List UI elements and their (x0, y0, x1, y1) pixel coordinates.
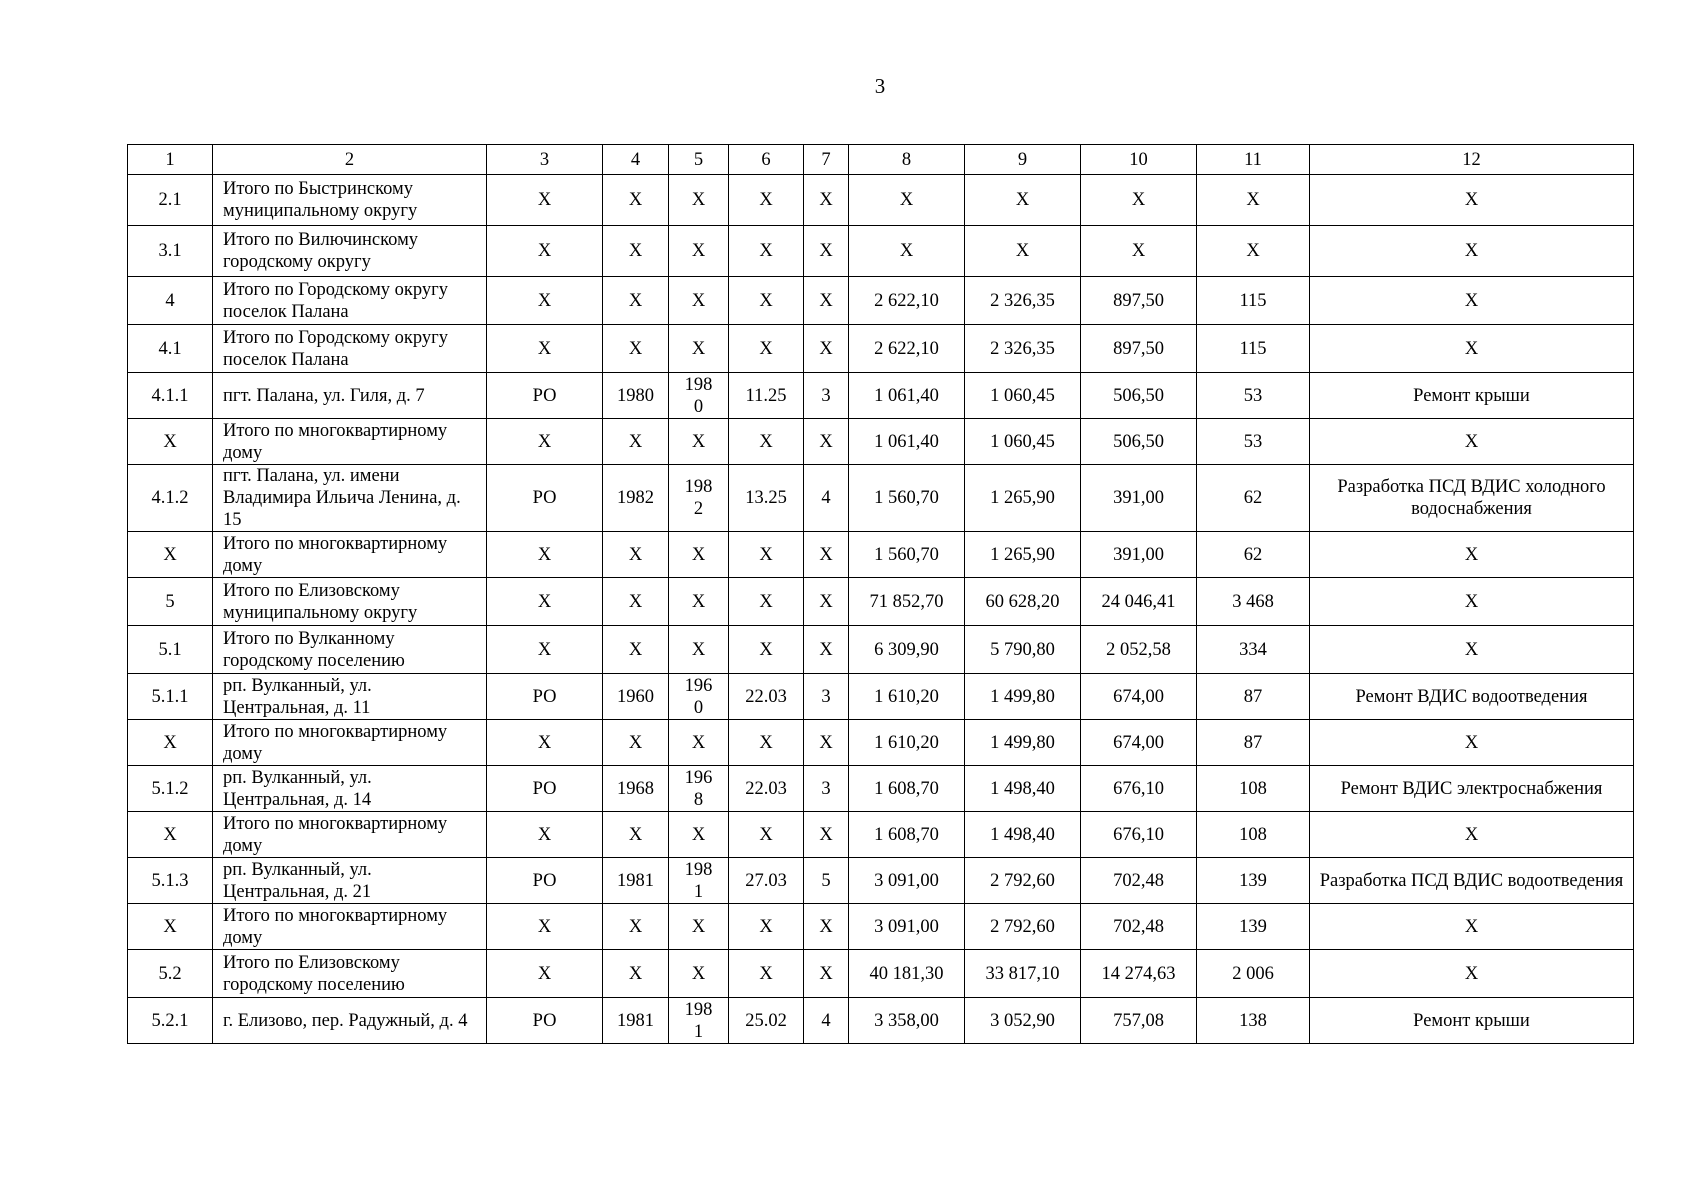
total-area-cell: 1 608,70 (849, 812, 965, 858)
column-number-header-row (128, 145, 1634, 175)
repair-work-cell: X (1310, 277, 1634, 325)
build-year-cell: X (603, 578, 669, 626)
build-year-cell: 1981 (603, 858, 669, 904)
source-cell: X (487, 325, 603, 373)
address-cell: Итого по Городскому округу поселок Палана (213, 325, 487, 373)
build-year-cell: X (603, 904, 669, 950)
material-cell: 22.03 (729, 766, 804, 812)
build-year-cell: 1968 (603, 766, 669, 812)
total-area-cell: 1 560,70 (849, 532, 965, 578)
material-cell: 13.25 (729, 465, 804, 532)
row-number-cell: X (128, 419, 213, 465)
commission-year-part-1: 198 (684, 999, 713, 1020)
column-header: 1 (128, 145, 213, 175)
material-cell: X (729, 226, 804, 277)
build-year-cell: 1980 (603, 373, 669, 419)
repair-work-cell: X (1310, 419, 1634, 465)
floors-cell: 4 (804, 998, 849, 1044)
build-year-cell: X (603, 325, 669, 373)
table-row (128, 766, 1634, 812)
address-cell: пгт. Палана, ул. имени Владимира Ильича Ленина, д. 15 (213, 465, 487, 532)
owned-area-cell: X (1081, 175, 1197, 226)
floors-cell: X (804, 226, 849, 277)
commission-year-cell (669, 998, 729, 1044)
table-row (128, 720, 1634, 766)
commission-year-part-1: 196 (684, 675, 713, 696)
material-cell: 27.03 (729, 858, 804, 904)
residents-cell: 139 (1197, 858, 1310, 904)
row-number-cell: 2.1 (128, 175, 213, 226)
build-year-cell: 1981 (603, 998, 669, 1044)
residents-cell: 53 (1197, 373, 1310, 419)
row-number-cell: 5.1.2 (128, 766, 213, 812)
commission-year-part-2: 8 (693, 789, 704, 810)
table-row (128, 578, 1634, 626)
floors-cell: 4 (804, 465, 849, 532)
source-cell: РО (487, 858, 603, 904)
commission-year-cell (669, 532, 729, 578)
row-number-cell: X (128, 720, 213, 766)
row-number-cell: 4.1.1 (128, 373, 213, 419)
material-cell: X (729, 812, 804, 858)
floors-cell: X (804, 904, 849, 950)
address-cell: рп. Вулканный, ул. Центральная, д. 21 (213, 858, 487, 904)
owned-area-cell: 674,00 (1081, 720, 1197, 766)
build-year-cell: X (603, 626, 669, 674)
living-area-cell: 2 326,35 (965, 277, 1081, 325)
commission-year-cell (669, 626, 729, 674)
owned-area-cell: 506,50 (1081, 419, 1197, 465)
repair-work-cell: X (1310, 325, 1634, 373)
commission-year-cell (669, 674, 729, 720)
living-area-cell: 2 326,35 (965, 325, 1081, 373)
row-number-cell: 5 (128, 578, 213, 626)
commission-year-cell (669, 373, 729, 419)
material-cell: X (729, 578, 804, 626)
living-area-cell: 1 498,40 (965, 766, 1081, 812)
material-cell: X (729, 419, 804, 465)
source-cell: X (487, 720, 603, 766)
commission-year-part-1: X (691, 916, 706, 937)
material-cell: X (729, 626, 804, 674)
commission-year-cell (669, 720, 729, 766)
source-cell: X (487, 226, 603, 277)
build-year-cell: X (603, 950, 669, 998)
residents-cell: 2 006 (1197, 950, 1310, 998)
address-cell: Итого по Городскому округу поселок Палана (213, 277, 487, 325)
living-area-cell: 1 060,45 (965, 419, 1081, 465)
floors-cell: X (804, 325, 849, 373)
owned-area-cell: 506,50 (1081, 373, 1197, 419)
owned-area-cell: 24 046,41 (1081, 578, 1197, 626)
column-header: 4 (603, 145, 669, 175)
commission-year-cell (669, 419, 729, 465)
owned-area-cell: 674,00 (1081, 674, 1197, 720)
total-area-cell: 2 622,10 (849, 325, 965, 373)
material-cell: 11.25 (729, 373, 804, 419)
source-cell: X (487, 626, 603, 674)
build-year-cell: 1960 (603, 674, 669, 720)
residents-cell: X (1197, 226, 1310, 277)
address-cell: Итого по многоквартирному дому (213, 720, 487, 766)
floors-cell: 3 (804, 373, 849, 419)
living-area-cell: 5 790,80 (965, 626, 1081, 674)
commission-year-part-1: X (691, 190, 706, 210)
material-cell: X (729, 175, 804, 226)
repair-work-cell: X (1310, 904, 1634, 950)
commission-year-part-1: X (691, 290, 706, 311)
source-cell: X (487, 950, 603, 998)
commission-year-part-1: X (691, 591, 706, 612)
column-header: 5 (669, 145, 729, 175)
repair-work-cell: X (1310, 175, 1634, 226)
commission-year-cell (669, 226, 729, 277)
commission-year-cell (669, 325, 729, 373)
column-header: 10 (1081, 145, 1197, 175)
source-cell: X (487, 904, 603, 950)
living-area-cell: 3 052,90 (965, 998, 1081, 1044)
residents-cell: 53 (1197, 419, 1310, 465)
material-cell: X (729, 532, 804, 578)
owned-area-cell: 2 052,58 (1081, 626, 1197, 674)
total-area-cell: 3 091,00 (849, 858, 965, 904)
owned-area-cell: X (1081, 226, 1197, 277)
commission-year-part-1: X (691, 732, 706, 753)
source-cell: X (487, 419, 603, 465)
living-area-cell: 1 265,90 (965, 465, 1081, 532)
page-number: 3 (874, 74, 886, 98)
total-area-cell: 6 309,90 (849, 626, 965, 674)
table-row (128, 532, 1634, 578)
build-year-cell: X (603, 812, 669, 858)
living-area-cell: 33 817,10 (965, 950, 1081, 998)
source-cell: РО (487, 465, 603, 532)
owned-area-cell: 391,00 (1081, 465, 1197, 532)
row-number-cell: 5.1 (128, 626, 213, 674)
source-cell: X (487, 812, 603, 858)
capital-repair-table (127, 144, 1634, 1044)
living-area-cell: 1 498,40 (965, 812, 1081, 858)
living-area-cell: 2 792,60 (965, 858, 1081, 904)
living-area-cell: 1 265,90 (965, 532, 1081, 578)
repair-work-cell: Ремонт крыши (1310, 998, 1634, 1044)
address-cell: Итого по Быстринскому муниципальному округу (213, 175, 487, 226)
table-row (128, 226, 1634, 277)
row-number-cell: X (128, 904, 213, 950)
owned-area-cell: 897,50 (1081, 277, 1197, 325)
commission-year-cell (669, 766, 729, 812)
commission-year-cell (669, 465, 729, 532)
commission-year-cell (669, 904, 729, 950)
table-row (128, 858, 1634, 904)
commission-year-part-2: 0 (693, 697, 704, 718)
floors-cell: X (804, 175, 849, 226)
address-cell: Итого по многоквартирному дому (213, 904, 487, 950)
commission-year-part-1: X (691, 338, 706, 359)
floors-cell: 3 (804, 674, 849, 720)
commission-year-part-1: 196 (684, 767, 713, 788)
material-cell: 22.03 (729, 674, 804, 720)
source-cell: РО (487, 373, 603, 419)
living-area-cell: X (965, 175, 1081, 226)
row-number-cell: X (128, 812, 213, 858)
address-cell: рп. Вулканный, ул. Центральная, д. 11 (213, 674, 487, 720)
table-row (128, 904, 1634, 950)
floors-cell: X (804, 720, 849, 766)
total-area-cell: X (849, 175, 965, 226)
material-cell: X (729, 904, 804, 950)
living-area-cell: 1 499,80 (965, 720, 1081, 766)
total-area-cell: 1 560,70 (849, 465, 965, 532)
residents-cell: 108 (1197, 812, 1310, 858)
total-area-cell: X (849, 226, 965, 277)
residents-cell: X (1197, 175, 1310, 226)
commission-year-cell (669, 812, 729, 858)
repair-work-cell: X (1310, 720, 1634, 766)
residents-cell: 138 (1197, 998, 1310, 1044)
owned-area-cell: 702,48 (1081, 904, 1197, 950)
total-area-cell: 3 358,00 (849, 998, 965, 1044)
commission-year-cell (669, 578, 729, 626)
repair-work-cell: Разработка ПСД ВДИС водоотведения (1310, 858, 1634, 904)
address-cell: Итого по Вулканному городскому поселению (213, 626, 487, 674)
source-cell: X (487, 532, 603, 578)
residents-cell: 3 468 (1197, 578, 1310, 626)
table-row (128, 325, 1634, 373)
floors-cell: X (804, 578, 849, 626)
source-cell: X (487, 277, 603, 325)
address-cell: Итого по многоквартирному дому (213, 419, 487, 465)
row-number-cell: 4 (128, 277, 213, 325)
commission-year-cell (669, 175, 729, 226)
repair-work-cell: Ремонт ВДИС электроснабжения (1310, 766, 1634, 812)
living-area-cell: X (965, 226, 1081, 277)
residents-cell: 87 (1197, 720, 1310, 766)
column-header: 12 (1310, 145, 1634, 175)
owned-area-cell: 14 274,63 (1081, 950, 1197, 998)
address-cell: рп. Вулканный, ул. Центральная, д. 14 (213, 766, 487, 812)
table-row (128, 998, 1634, 1044)
row-number-cell: X (128, 532, 213, 578)
table-row (128, 175, 1634, 226)
column-header: 3 (487, 145, 603, 175)
owned-area-cell: 391,00 (1081, 532, 1197, 578)
commission-year-part-2: 1 (693, 1021, 704, 1042)
column-header: 11 (1197, 145, 1310, 175)
commission-year-part-1: X (691, 241, 706, 261)
commission-year-part-1: X (691, 963, 706, 984)
commission-year-part-1: X (691, 544, 706, 565)
commission-year-cell (669, 858, 729, 904)
commission-year-part-1: 198 (684, 477, 713, 497)
address-cell: Итого по многоквартирному дому (213, 532, 487, 578)
commission-year-part-1: X (691, 639, 706, 660)
repair-work-cell: X (1310, 950, 1634, 998)
row-number-cell: 5.2.1 (128, 998, 213, 1044)
total-area-cell: 1 061,40 (849, 373, 965, 419)
column-header: 8 (849, 145, 965, 175)
row-number-cell: 3.1 (128, 226, 213, 277)
row-number-cell: 5.1.1 (128, 674, 213, 720)
residents-cell: 115 (1197, 277, 1310, 325)
repair-work-cell: X (1310, 626, 1634, 674)
build-year-cell: X (603, 277, 669, 325)
row-number-cell: 5.1.3 (128, 858, 213, 904)
residents-cell: 62 (1197, 532, 1310, 578)
table-row (128, 419, 1634, 465)
floors-cell: 3 (804, 766, 849, 812)
repair-work-cell: Ремонт крыши (1310, 373, 1634, 419)
table-row (128, 950, 1634, 998)
build-year-cell: X (603, 532, 669, 578)
source-cell: X (487, 175, 603, 226)
source-cell: X (487, 578, 603, 626)
row-number-cell: 4.1.2 (128, 465, 213, 532)
material-cell: X (729, 720, 804, 766)
source-cell: РО (487, 766, 603, 812)
column-header: 9 (965, 145, 1081, 175)
residents-cell: 115 (1197, 325, 1310, 373)
residents-cell: 87 (1197, 674, 1310, 720)
row-number-cell: 5.2 (128, 950, 213, 998)
repair-work-cell: X (1310, 532, 1634, 578)
commission-year-part-1: 198 (684, 859, 713, 880)
floors-cell: X (804, 277, 849, 325)
floors-cell: X (804, 950, 849, 998)
owned-area-cell: 757,08 (1081, 998, 1197, 1044)
table-row (128, 674, 1634, 720)
owned-area-cell: 897,50 (1081, 325, 1197, 373)
total-area-cell: 40 181,30 (849, 950, 965, 998)
build-year-cell: X (603, 419, 669, 465)
row-number-cell: 4.1 (128, 325, 213, 373)
address-cell: пгт. Палана, ул. Гиля, д. 7 (213, 373, 487, 419)
repair-work-cell: X (1310, 812, 1634, 858)
residents-cell: 108 (1197, 766, 1310, 812)
table-row (128, 812, 1634, 858)
commission-year-cell (669, 950, 729, 998)
commission-year-part-1: X (691, 431, 706, 452)
address-cell: Итого по Елизовскому городскому поселению (213, 950, 487, 998)
address-cell: г. Елизово, пер. Радужный, д. 4 (213, 998, 487, 1044)
floors-cell: X (804, 626, 849, 674)
commission-year-part-2: 0 (693, 396, 704, 417)
owned-area-cell: 676,10 (1081, 766, 1197, 812)
table-row (128, 373, 1634, 419)
column-header: 6 (729, 145, 804, 175)
table-row (128, 626, 1634, 674)
repair-work-cell: Ремонт ВДИС водоотведения (1310, 674, 1634, 720)
total-area-cell: 1 061,40 (849, 419, 965, 465)
repair-work-cell: Разработка ПСД ВДИС холодного водоснабжения (1310, 465, 1634, 532)
build-year-cell: 1982 (603, 465, 669, 532)
column-header: 7 (804, 145, 849, 175)
total-area-cell: 2 622,10 (849, 277, 965, 325)
residents-cell: 62 (1197, 465, 1310, 532)
repair-work-cell: X (1310, 578, 1634, 626)
residents-cell: 334 (1197, 626, 1310, 674)
living-area-cell: 60 628,20 (965, 578, 1081, 626)
total-area-cell: 1 610,20 (849, 720, 965, 766)
floors-cell: 5 (804, 858, 849, 904)
commission-year-part-1: X (691, 824, 706, 845)
repair-work-cell: X (1310, 226, 1634, 277)
source-cell: РО (487, 674, 603, 720)
owned-area-cell: 676,10 (1081, 812, 1197, 858)
floors-cell: X (804, 532, 849, 578)
source-cell: РО (487, 998, 603, 1044)
living-area-cell: 1 499,80 (965, 674, 1081, 720)
total-area-cell: 1 610,20 (849, 674, 965, 720)
living-area-cell: 2 792,60 (965, 904, 1081, 950)
build-year-cell: X (603, 175, 669, 226)
commission-year-part-2: 2 (693, 499, 704, 519)
table-row (128, 465, 1634, 532)
living-area-cell: 1 060,45 (965, 373, 1081, 419)
column-header: 2 (213, 145, 487, 175)
table-row (128, 277, 1634, 325)
address-cell: Итого по Елизовскому муниципальному округу (213, 578, 487, 626)
material-cell: X (729, 950, 804, 998)
floors-cell: X (804, 812, 849, 858)
total-area-cell: 3 091,00 (849, 904, 965, 950)
build-year-cell: X (603, 226, 669, 277)
material-cell: X (729, 277, 804, 325)
commission-year-cell (669, 277, 729, 325)
floors-cell: X (804, 419, 849, 465)
address-cell: Итого по многоквартирному дому (213, 812, 487, 858)
material-cell: 25.02 (729, 998, 804, 1044)
residents-cell: 139 (1197, 904, 1310, 950)
address-cell: Итого по Вилючинскому городскому округу (213, 226, 487, 277)
commission-year-part-1: 198 (684, 374, 713, 395)
commission-year-part-2: 1 (693, 881, 704, 902)
total-area-cell: 71 852,70 (849, 578, 965, 626)
build-year-cell: X (603, 720, 669, 766)
total-area-cell: 1 608,70 (849, 766, 965, 812)
owned-area-cell: 702,48 (1081, 858, 1197, 904)
material-cell: X (729, 325, 804, 373)
